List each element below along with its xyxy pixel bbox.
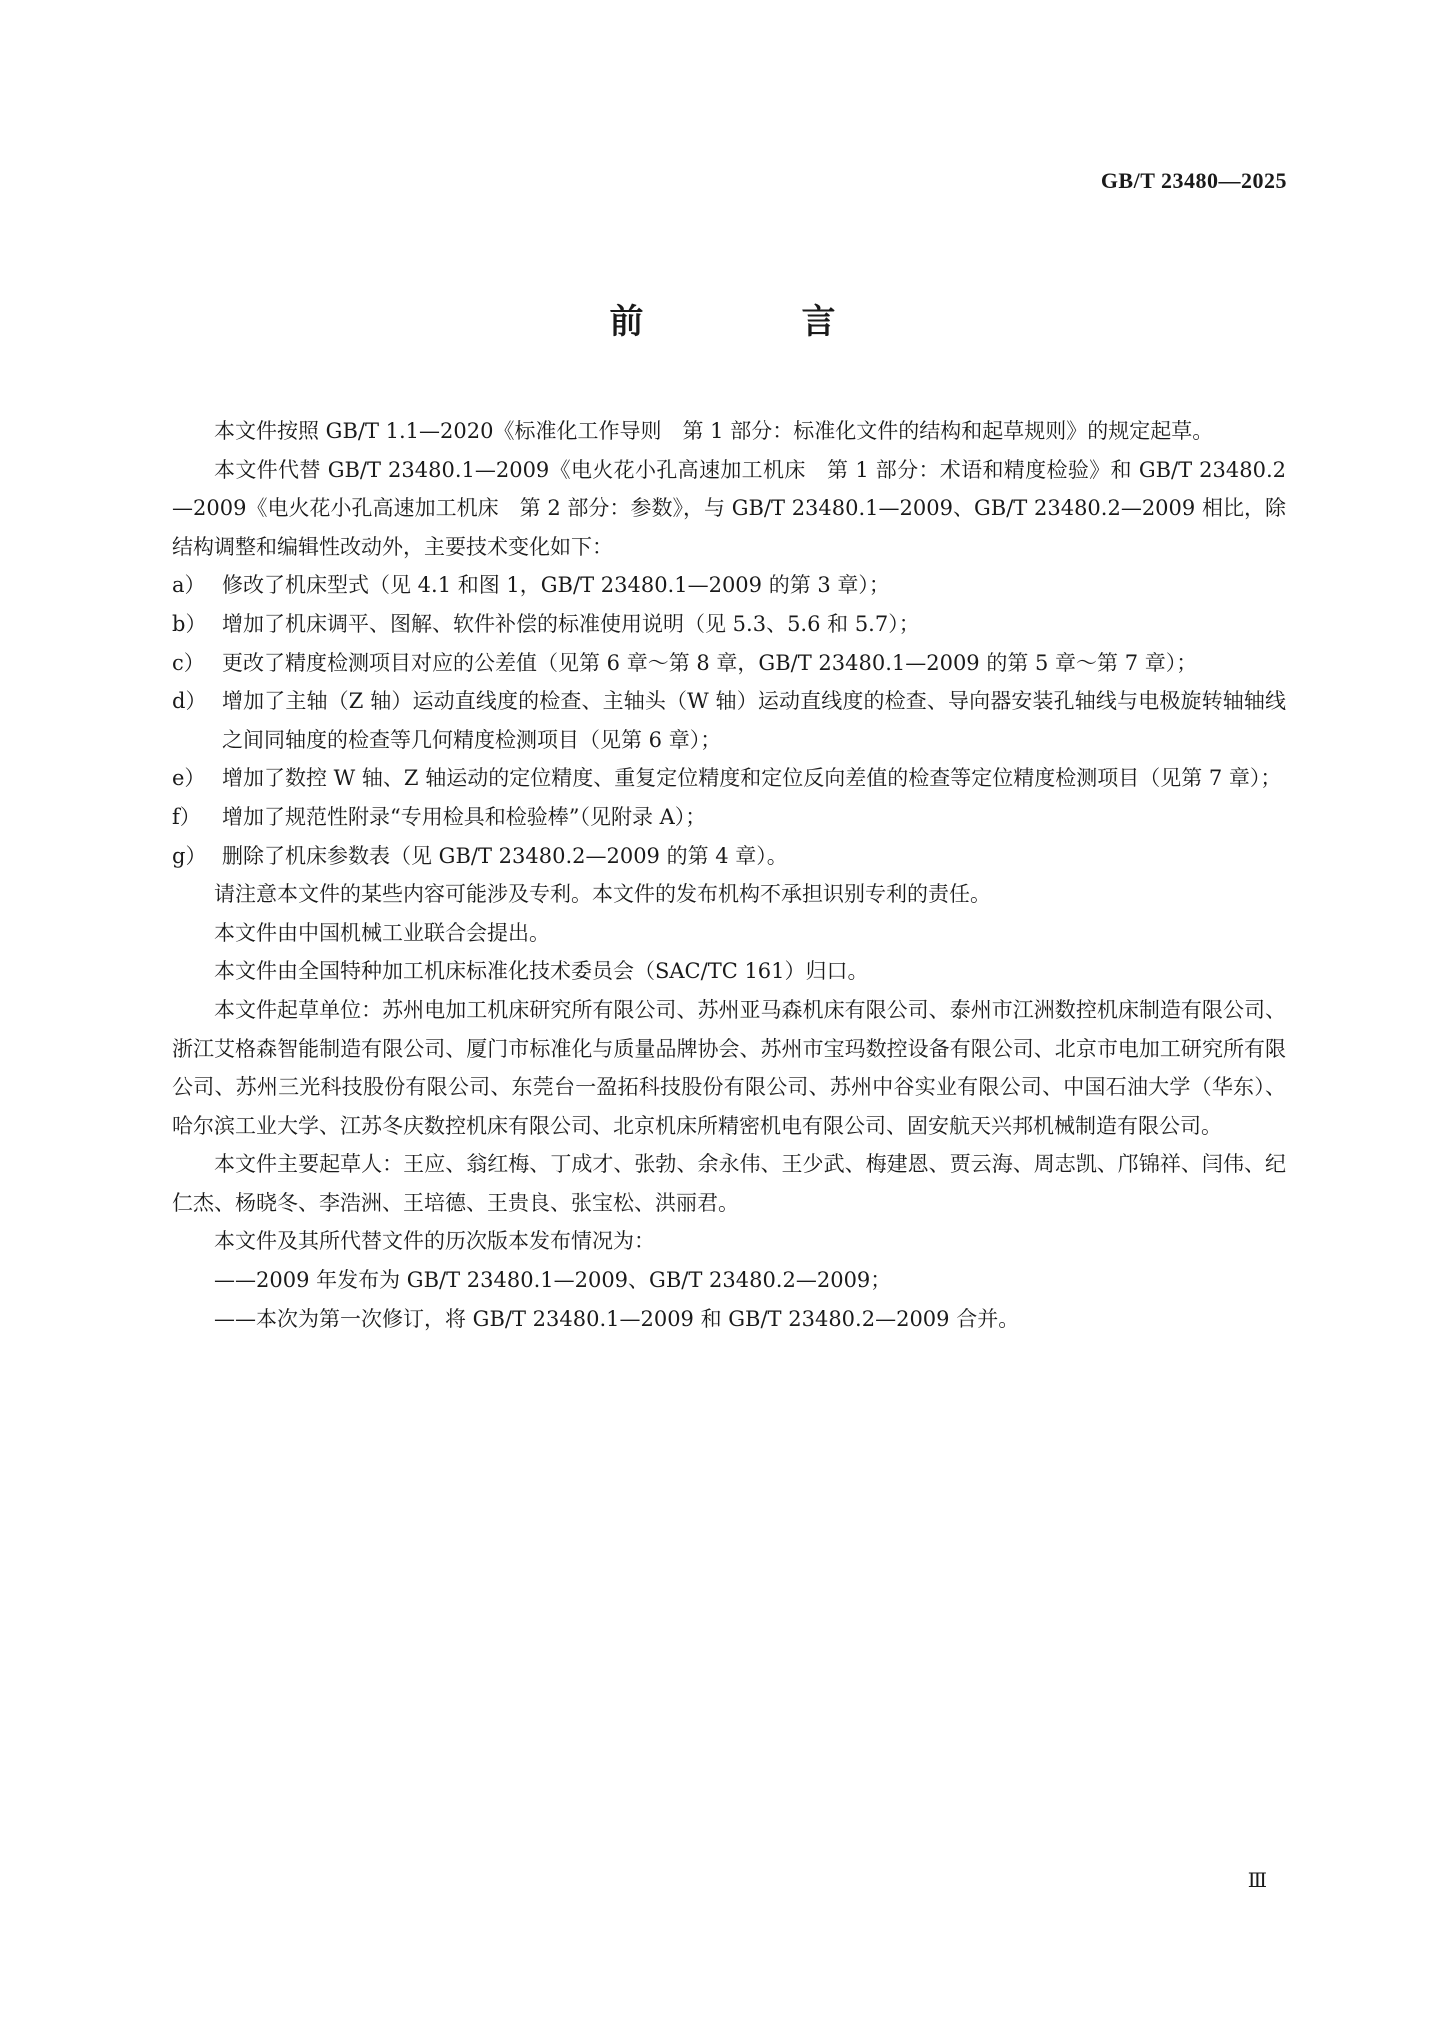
paragraph-drafting-units: 本文件起草单位：苏州电加工机床研究所有限公司、苏州亚马森机床有限公司、泰州市江洲数控机床制造有限公司、浙江艾格森智能制造有限公司、厦门市标准化与质量品牌协会、苏州市宝玛数控设备有限公司、北京市电加工研究所有限公司、苏州三光科技股份有限公司、东莞台一盈拓科技股份有限公司、苏州中谷实业有限公司、中国石油大学（华东）、哈尔滨工业大学、江苏冬庆数控机床有限公司、北京机床所精密机电有限公司、固安航天兴邦机械制造有限公司。 — [172, 997, 1286, 1138]
list-text: 删除了机床参数表（见 GB/T 23480.2—2009 的第 4 章）。 — [222, 843, 788, 868]
paragraph-committee: 本文件由全国特种加工机床标准化技术委员会（SAC/TC 161）归口。 — [214, 959, 869, 984]
list-text: 增加了数控 W 轴、Z 轴运动的定位精度、重复定位精度和定位反向差值的检查等定位精度检测项目（见第 7 章）； — [222, 766, 1282, 791]
list-item — [172, 566, 1286, 605]
paragraph-patent-notice: 请注意本文件的某些内容可能涉及专利。本文件的发布机构不承担识别专利的责任。 — [214, 882, 991, 907]
list-marker: a） — [172, 573, 206, 598]
list-marker: f） — [172, 804, 201, 829]
list-marker: c） — [172, 650, 205, 675]
list-item — [172, 605, 1286, 644]
list-marker: b） — [172, 611, 207, 636]
paragraph-proposer: 本文件由中国机械工业联合会提出。 — [214, 920, 550, 945]
document-code: GB/T 23480—2025 — [1100, 168, 1287, 193]
page-title: 前 言 — [609, 302, 898, 342]
list-text: 更改了精度检测项目对应的公差值（见第 6 章～第 8 章，GB/T 23480.1—2009 的第 5 章～第 7 章）； — [222, 650, 1198, 675]
list-item — [172, 837, 1286, 876]
list-text: 修改了机床型式（见 4.1 和图 1，GB/T 23480.1—2009 的第 3 章）； — [222, 573, 890, 598]
list-text: 增加了主轴（Z 轴）运动直线度的检查、主轴头（W 轴）运动直线度的检查、导向器安装孔轴线与电极旋转轴轴线之间同轴度的检查等几何精度检测项目（见第 6 章）； — [222, 689, 1286, 752]
paragraph-drafting-rules: 本文件按照 GB/T 1.1—2020《标准化工作导则 第 1 部分：标准化文件的结构和起草规则》的规定起草。 — [214, 419, 1214, 443]
history-item: ——2009 年发布为 GB/T 23480.1—2009、GB/T 23480.2—2009； — [214, 1268, 892, 1293]
history-item: ——本次为第一次修订，将 GB/T 23480.1—2009 和 GB/T 23480.2—2009 合并。 — [214, 1306, 1020, 1331]
list-marker: d） — [172, 689, 207, 714]
list-item — [172, 759, 1286, 798]
changes-list — [172, 566, 1286, 875]
paragraph-drafters: 本文件主要起草人：王应、翁红梅、丁成才、张勃、余永伟、王少武、梅建恩、贾云海、周志凯、邝锦祥、闫伟、纪仁杰、杨晓冬、李浩洲、王培德、王贵良、张宝松、洪丽君。 — [172, 1152, 1286, 1215]
list-marker: e） — [172, 766, 206, 791]
list-item — [172, 682, 1286, 759]
preface-body — [172, 412, 1286, 1338]
list-text: 增加了规范性附录“专用检具和检验棒”（见附录 A）； — [222, 804, 707, 829]
paragraph-replacement: 本文件代替 GB/T 23480.1—2009《电火花小孔高速加工机床 第 1 部分：术语和精度检验》和 GB/T 23480.2—2009《电火花小孔高速加工机床 第 2 部分：参数》，与 GB/T 23480.1—2009、GB/T 23480.2—2009 相比，除结构调整和编辑性改动外，主要技术变化如下： — [172, 457, 1286, 559]
list-item — [172, 798, 1286, 837]
paragraph-history-intro: 本文件及其所代替文件的历次版本发布情况为： — [214, 1229, 655, 1254]
page-number: Ⅲ — [1247, 1870, 1267, 1892]
list-text: 增加了机床调平、图解、软件补偿的标准使用说明（见 5.3、5.6 和 5.7）； — [222, 611, 920, 636]
list-item — [172, 644, 1286, 683]
list-marker: g） — [172, 843, 207, 868]
